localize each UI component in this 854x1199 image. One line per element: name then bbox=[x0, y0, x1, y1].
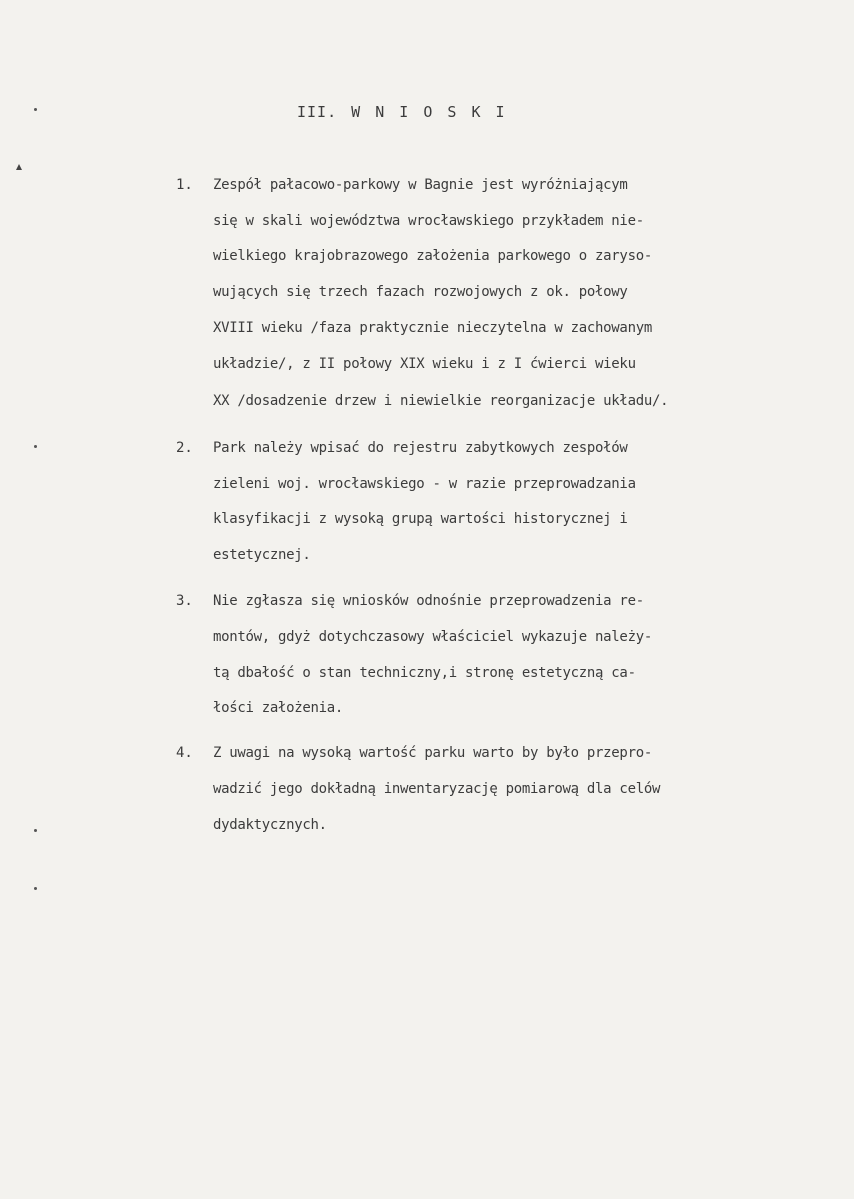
margin-mark bbox=[34, 887, 37, 890]
text-line: Z uwagi na wysoką wartość parku warto by było przepro- bbox=[213, 745, 652, 761]
margin-mark bbox=[34, 829, 37, 832]
item-number: 2. bbox=[176, 440, 193, 456]
margin-mark bbox=[34, 445, 37, 448]
text-line: klasyfikacji z wysoką grupą wartości historycznej i bbox=[213, 511, 628, 527]
text-line: tą dbałość o stan techniczny,i stronę estetyczną ca- bbox=[213, 665, 636, 681]
text-line: Park należy wpisać do rejestru zabytkowych zespołów bbox=[213, 440, 628, 456]
text-line: wadzić jego dokładną inwentaryzację pomiarową dla celów bbox=[213, 781, 661, 797]
text-line: estetycznej. bbox=[213, 547, 311, 563]
text-line: Zespół pałacowo-parkowy w Bagnie jest wyróżniającym bbox=[213, 177, 628, 193]
text-line: XVIII wieku /faza praktycznie nieczytelna w zachowanym bbox=[213, 320, 652, 336]
text-line: wielkiego krajobrazowego założenia parkowego o zaryso- bbox=[213, 248, 652, 264]
text-line: układzie/, z II połowy XIX wieku i z I ćwierci wieku bbox=[213, 356, 636, 372]
item-number: 1. bbox=[176, 177, 193, 193]
text-line: XX /dosadzenie drzew i niewielkie reorganizacje układu/. bbox=[213, 393, 669, 409]
text-line: montów, gdyż dotychczasowy właściciel wykazuje należy- bbox=[213, 629, 652, 645]
text-line: zieleni woj. wrocławskiego - w razie przeprowadzania bbox=[213, 476, 636, 492]
item-number: 3. bbox=[176, 593, 193, 609]
text-line: dydaktycznych. bbox=[213, 817, 327, 833]
text-line: Nie zgłasza się wniosków odnośnie przeprowadzenia re- bbox=[213, 593, 644, 609]
text-line: łości założenia. bbox=[213, 700, 344, 716]
section-heading: III. W N I O S K I bbox=[297, 103, 506, 121]
margin-mark bbox=[34, 108, 37, 111]
text-line: się w skali województwa wrocławskiego przykładem nie- bbox=[213, 213, 644, 229]
item-number: 4. bbox=[176, 745, 193, 761]
margin-arrow-mark bbox=[16, 164, 22, 170]
text-line: wujących się trzech fazach rozwojowych z ok. połowy bbox=[213, 284, 628, 300]
